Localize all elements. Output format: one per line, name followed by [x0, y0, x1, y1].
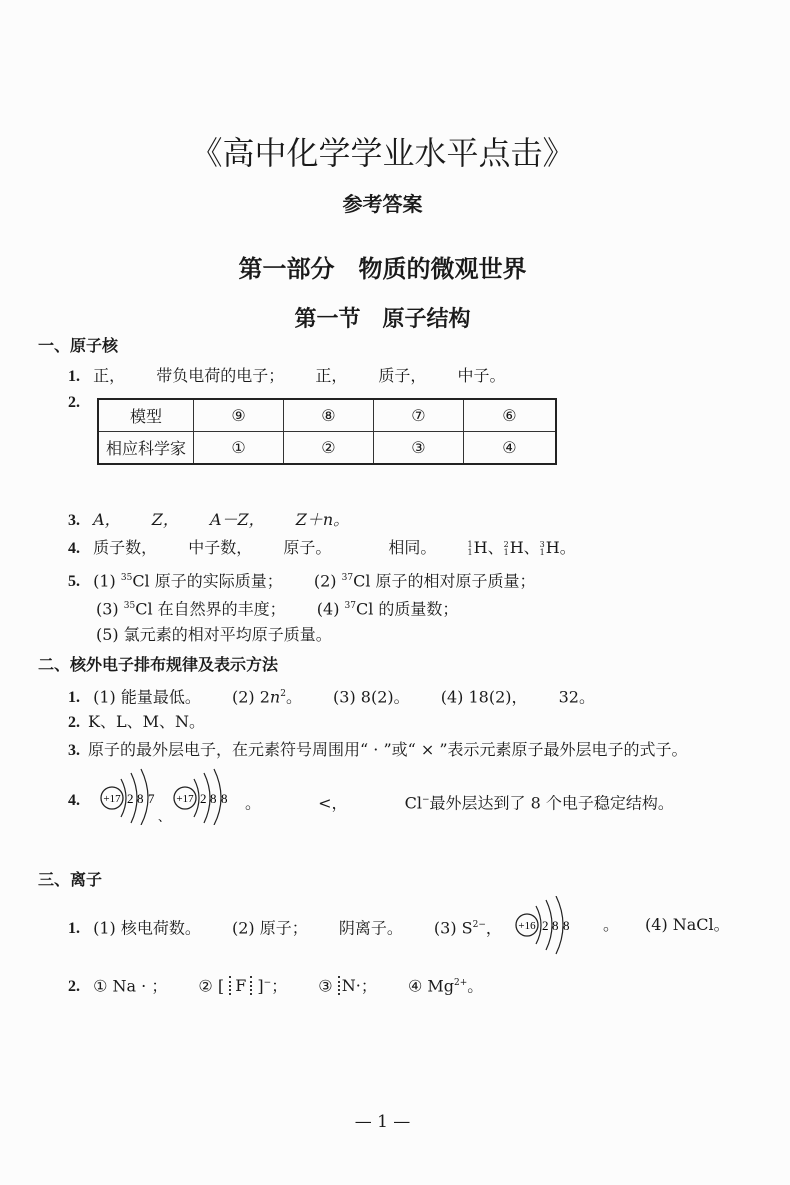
answer: 带负电荷的电子； — [156, 366, 285, 385]
svg-text:2: 2 — [200, 791, 207, 806]
section-title: 第一节 原子结构 — [294, 307, 471, 332]
svg-text:8: 8 — [210, 791, 217, 806]
answer: 相同。 — [388, 538, 437, 557]
table-row — [98, 399, 556, 432]
q-number: 4. — [68, 792, 80, 809]
svg-text:+17: +17 — [103, 793, 121, 805]
svg-text:8: 8 — [137, 791, 144, 806]
svg-text:+16: +16 — [518, 920, 536, 932]
heading-nucleus: 一、原子核 — [38, 336, 119, 355]
s1-q5-line1: 5. (1) $^{35}$Cl 原子的实际质量； (2) $^{37}$Cl 原子的相对原子质量； — [68, 571, 536, 591]
element-symbol: H — [509, 538, 524, 557]
s2-q1: 1. (1) 能量最低。 (2) $2n^2$。 (3) 8(2)。 (4) 18(2)， 32。 — [68, 687, 595, 707]
part-title: 第一部分 物质的微观世界 — [238, 255, 527, 283]
cl-atom-diagram — [101, 769, 155, 825]
answer: Z＋n。 — [295, 510, 350, 529]
answer: A－Z， — [209, 510, 265, 529]
answer: Cl 在自然界的丰度； — [135, 599, 286, 619]
table-cell: ① — [194, 432, 284, 465]
cl-ion-diagram — [174, 769, 228, 825]
svg-text:、: 、 — [158, 810, 171, 824]
s1-q4: 4. 质子数， 中子数， 原子。 相同。 1 1 H、 2 1 H、 3 1 H。 — [68, 538, 576, 557]
svg-text:2: 2 — [542, 918, 549, 933]
q-number: 1. — [68, 689, 80, 707]
q-number: 1. — [68, 920, 80, 938]
model-scientist-table — [97, 398, 557, 465]
table-cell: 模型 — [98, 399, 194, 432]
s1-q1 — [68, 366, 506, 387]
nitrogen-electron-dots: N· — [338, 976, 361, 995]
s3-q2: 2. ① Na · ； ② [ F ]−； ③ N·； ④ $Mg^{2+}$。 — [68, 976, 484, 996]
s1-q5-line2: (3) $^{35}$Cl 在自然界的丰度； (4) $^{37}$Cl 的质量数； — [96, 599, 459, 619]
s2-q4 — [68, 790, 88, 811]
answer: 正， — [315, 366, 348, 385]
answer: 正， — [93, 366, 126, 385]
isotope-mass-charge: 2 1 — [503, 539, 509, 557]
fluoride-electron-dots: F — [229, 976, 252, 995]
answer: Z， — [151, 510, 179, 529]
s1-q5-line3: (5) 氯元素的相对平均原子质量。 — [96, 625, 332, 644]
s1-q3 — [68, 510, 349, 531]
q-number: 1. — [68, 368, 80, 385]
s3-q1-end: 。 (4) NaCl。 — [603, 915, 730, 934]
answer: Cl 的质量数； — [355, 599, 459, 619]
heading-electron-arrangement: 二、核外电子排布规律及表示方法 — [38, 655, 279, 674]
s3-q1: 1. (1) 核电荷数。 (2) 原子； 阴离子。 (3) $S^{2-}$， — [68, 918, 502, 938]
q-number: 4. — [68, 540, 80, 557]
table-row — [98, 432, 556, 465]
table-cell: ⑦ — [373, 399, 463, 432]
table-cell: 相应科学家 — [98, 432, 194, 465]
table-cell: ⑥ — [463, 399, 556, 432]
s2-q4-answer: 。 <， Cl−最外层达到了 8 个电子稳定结构。 — [245, 793, 674, 813]
q-number: 3. — [68, 512, 80, 529]
q-number: 5. — [68, 573, 80, 591]
answer: 中子。 — [457, 366, 506, 385]
table-cell: ③ — [373, 432, 463, 465]
document-subtitle: 参考答案 — [342, 192, 423, 216]
svg-text:+17: +17 — [176, 793, 194, 805]
s2-q2: 2. K、L、M、N。 — [68, 712, 205, 731]
table-cell: ⑨ — [194, 399, 284, 432]
element-symbol: H — [545, 538, 560, 557]
table-cell: ④ — [463, 432, 556, 465]
answer: A， — [93, 510, 121, 529]
svg-text:8: 8 — [552, 918, 559, 933]
s2-q3: 3. 原子的最外层电子，在元素符号周围用“ · ”或“ × ”表示元素原子最外层电子的式子。 — [68, 740, 688, 759]
answer: 质子数， — [93, 538, 158, 557]
element-symbol: H — [473, 538, 488, 557]
q-number: 2. — [68, 978, 80, 996]
heading-ions: 三、离子 — [38, 870, 103, 889]
document-title: 《高中化学学业水平点击》 — [190, 134, 575, 172]
atom-structure-diagrams — [95, 765, 265, 825]
answer: Cl 原子的相对原子质量； — [353, 571, 536, 591]
q-number: 2. — [68, 394, 80, 411]
answer: Cl 原子的实际质量； — [132, 571, 283, 591]
isotope-mass-charge: 1 1 — [467, 539, 473, 557]
svg-text:7: 7 — [148, 791, 155, 806]
q-number: 2. — [68, 714, 80, 731]
answer: 原子。 — [283, 538, 332, 557]
table-cell: ② — [283, 432, 373, 465]
isotope-mass-charge: 3 1 — [539, 539, 545, 557]
svg-text:8: 8 — [221, 791, 228, 806]
answer: 中子数， — [188, 538, 253, 557]
answer: 质子， — [378, 366, 427, 385]
s-ion-diagram — [510, 896, 590, 956]
table-cell: ⑧ — [283, 399, 373, 432]
svg-text:8: 8 — [563, 918, 570, 933]
svg-text:2: 2 — [127, 791, 134, 806]
q-number: 3. — [68, 742, 80, 759]
page-number: — 1 — — [354, 1112, 411, 1132]
